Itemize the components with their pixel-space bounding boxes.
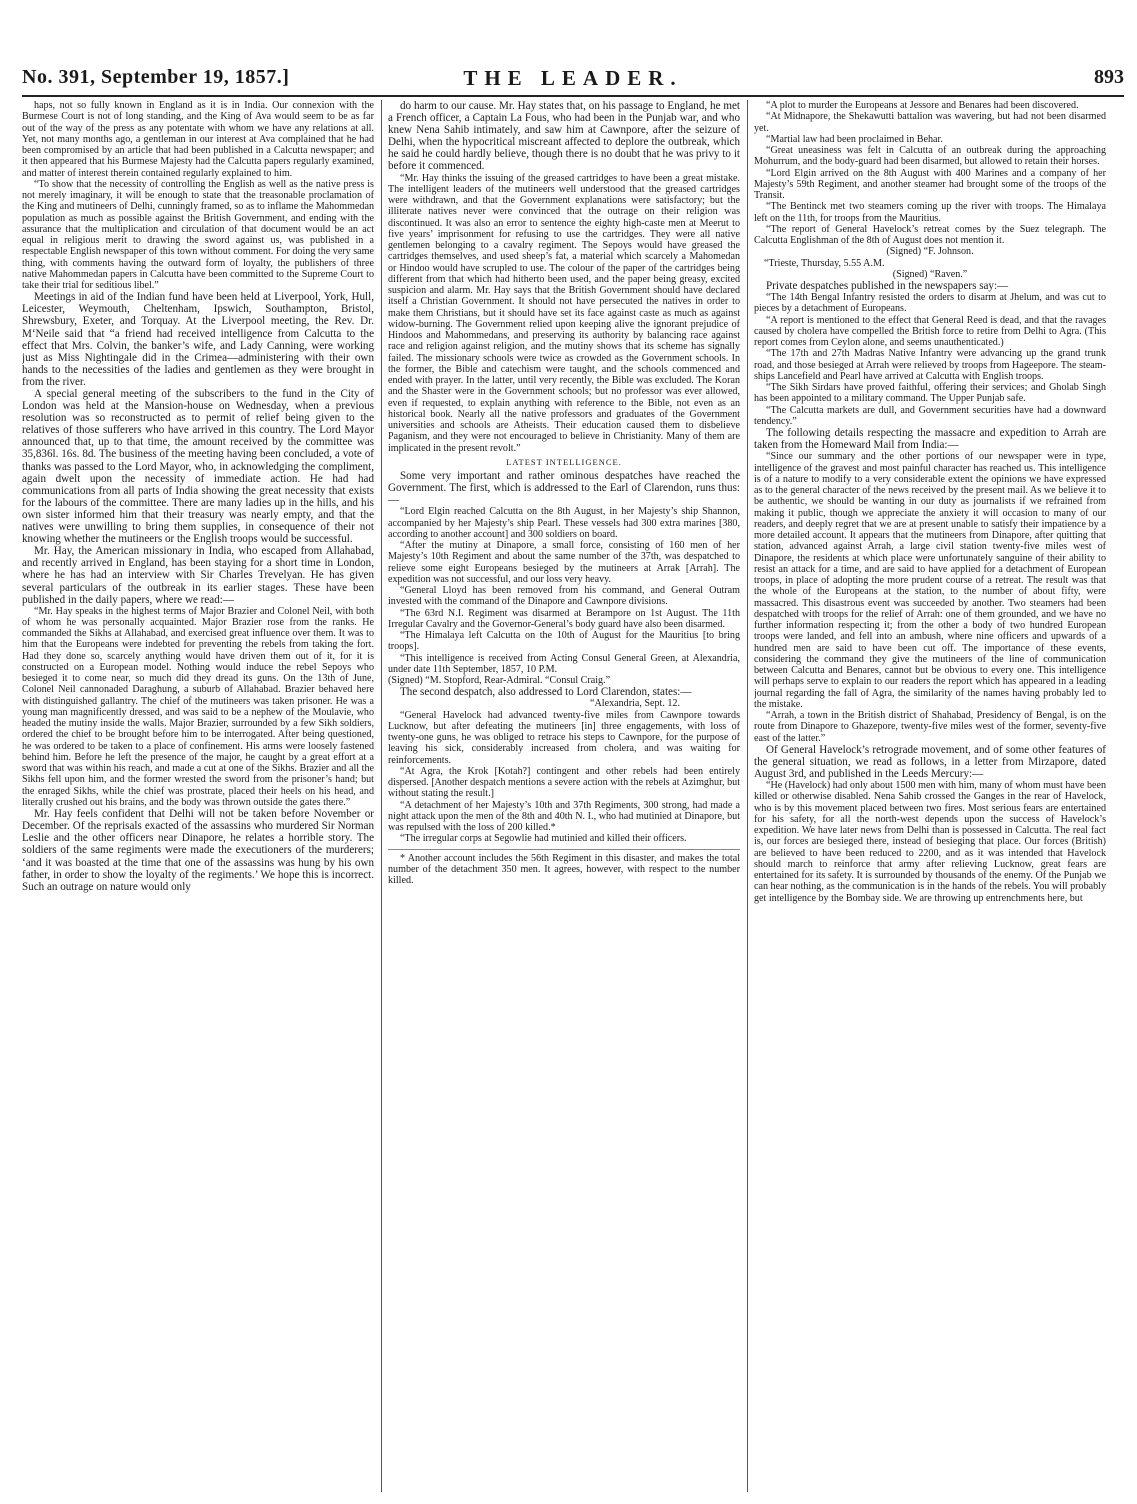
paragraph: “A report is mentioned to the effect that General Reed is dead, and that the ravages caused by cholera have compelled the British force to retire from Delhi to Agra. (This report comes from Ceylon alone, and seems unauthenticated.) xyxy=(754,314,1106,349)
dateline: “Alexandria, Sept. 12. xyxy=(590,698,680,710)
paragraph: Of General Havelock’s retrograde movement, and of some other features of the general situation, we read as follows, in a letter from Mirzapore, dated August 3rd, and published in the Leeds Mercury:— xyxy=(754,743,1106,780)
paragraph: “At Agra, the Krok [Kotah?] contingent and other rebels had been entirely dispersed. [Another despatch mentions a severe action with the rebels at Azimghur, but without stating the result.] xyxy=(388,765,740,800)
signature: (Signed) “F. Johnson. xyxy=(886,246,974,258)
paragraph: “A plot to murder the Europeans at Jessore and Benares had been discovered. xyxy=(766,100,1079,111)
column-1 xyxy=(22,100,374,1500)
paragraph: “The Himalaya left Calcutta on the 10th of August for the Mauritius [to bring troops]. xyxy=(388,630,740,653)
paragraph: Meetings in aid of the Indian fund have been held at Liverpool, York, Hull, Leicester, Weymouth, Cheltenham, Ipswich, Southampton, Bristol, Shrewsbury, Exeter, and Torquay. At the Liverpool meeting, the Rev. Dr. M‘Neile said that “a friend had received intelligence from Calcutta to the effect that Mrs. Colvin, the banker’s wife, and Lady Canning, were working just as Miss Nightingale did in the Crimea—administering with their own hands to the necessities of the ladies and gentlemen as they were brought in from the river. xyxy=(22,291,374,388)
newspaper-title: THE LEADER. xyxy=(463,66,683,90)
paragraph: “At Midnapore, the Shekawutti battalion was wavering, but had not been disarmed yet. xyxy=(754,111,1106,134)
paragraph: “Great uneasiness was felt in Calcutta of an outbreak during the approaching Mohurrum, and the body-guard had been disarmed, but allowed to retain their horses. xyxy=(754,145,1106,168)
column-2 xyxy=(388,100,740,1500)
paragraph: “The Bentinck met two steamers coming up the river with troops. The Himalaya left on the 11th, for troops from the Mauritius. xyxy=(754,201,1106,224)
paragraph: “Arrah, a town in the British district of Shahabad, Presidency of Bengal, is on the route from Dinapore to Ghazepore, twenty-five miles west of the former, seventy-five east of the latter.” xyxy=(754,710,1106,744)
paragraph: “General Havelock had advanced twenty-five miles from Cawnpore towards Lucknow, but after defeating the mutineers [in] three engagements, with loss of twenty-one guns, he was obliged to retrace his steps to Cawnpore, for the purpose of leaving his sick, considerably increased from cholera, and was waiting for reinforcements. xyxy=(388,709,740,766)
footnote: * Another account includes the 56th Regiment in this disaster, and makes the total number of the detachment 350 men. It agrees, however, with respect to the number killed. xyxy=(388,849,740,887)
paragraph: “The 14th Bengal Infantry resisted the orders to disarm at Jhelum, and was cut to pieces by a detachment of Europeans. xyxy=(754,292,1106,315)
paragraph: “Lord Elgin reached Calcutta on the 8th August, in her Majesty’s ship Shannon, accompanied by her Majesty’s ship Pearl. These vessels had 300 extra marines [380, according to another account] and 300 soldiers on board. xyxy=(388,506,740,540)
header-rule xyxy=(22,95,1124,97)
paragraph: “The Sikh Sirdars have proved faithful, offering their services; and Gholab Singh has been appointed to a military command. The Upper Punjab safe. xyxy=(754,382,1106,405)
paragraph: Mr. Hay, the American missionary in India, who escaped from Allahabad, and recently arrived in England, has been staying for a short time in London, where he has had an interview with Sir Charles Trevelyan. He has given several particulars of the outbreak in its earlier stages. These have been published in the daily papers, where we read:— xyxy=(22,545,374,606)
paragraph: “Mr. Hay thinks the issuing of the greased cartridges to have been a great mistake. The intelligent leaders of the mutineers well understood that the greased cartridges were withdrawn, and that the Government explanations were satisfactory; but the illiterate natives never were convinced that the outrage on their religion was discontinued. It was also an error to sentence the eighty high-caste men at Meerut to five years’ imprisonment for refusing to use the cartridges. They were all native gentlemen belonging to a cavalry regiment. The Sepoys would have greased the cartridges themselves, and used sheep’s fat, a material which scarcely a Mahomedan or Hindoo would have scrupled to use. The colour of the paper of the cartridges being different from that which had hitherto been used, and the paper being greasy, excited suspicion and alarm. Mr. Hay says that the British Government should have declared itself a Christian Government. It should not have persecuted the natives in order to make them Christians, but it should have set its face against caste as much as against widow-burning. The Government relied upon keeping alive the ignorant prejudice of Hindoos and Mahommedans, and preserving its authority by balancing race against race and religion against religion, and the mutiny shows that its scheme has signally failed. The missionary schools were twice as crowded as the Government schools. In the former, the Bible and catechism were taught, and the schools commenced and ended with prayer. In the latter, until very recently, the Bible was excluded. The Koran and the Shaster were in the Government schools; but no professor was ever allowed, even if requested, to explain anything with reference to the Bible, not even as an historical book. Nearly all the native professors and graduates of the Government universities and schools are Atheists. Their education caused them to disbelieve Paganism, and they were not encouraged to believe in Christianity. Many of them are implicated in the present revolt.” xyxy=(388,172,740,454)
paragraph: “To show that the necessity of controlling the English as well as the native press is not merely imaginary, it will be enough to state that the treasonable proclamation of the King and mutineers of Delhi, cunningly framed, so as to inflame the Mahommedan population as much as possible against the British Government, and ending with the assurance that the multiplication and circulation of that document would be an act equal in religious merit to drawing the sword against us, was published in a respectable English newspaper of this town without comment. For doing the very same thing, with comments having the outward form of loyalty, the publishers of three native Mahommedan papers in Calcutta have been committed to the Supreme Court to take their trial for seditious libel.” xyxy=(22,178,374,291)
paragraph: “After the mutiny at Dinapore, a small force, consisting of 160 men of her Majesty’s 10th Regiment and about the same number of the 37th, was despatched to relieve some eight Europeans besieged by the mutineers at Arrak [Arrah]. The expedition was not successful, and our loss very heavy. xyxy=(388,540,740,585)
paragraph: “The Calcutta markets are dull, and Government securities have had a downward tendency.” xyxy=(754,404,1106,427)
paragraph: Mr. Hay feels confident that Delhi will not be taken before November or December. Of the reprisals exacted of the assassins who murdered Sir Norman Leslie and the other officers near Dinapore, he relates a horrible story. The soldiers of the same regiments were made the executioners of the murderers; ‘and it was boasted at the time that one of the assassins was hung by his own father, in order to show the loyalty of the regiments.’ We hope this is incorrect. Such an outrage on nature would only xyxy=(22,808,374,893)
signature: (Signed) “Raven.” xyxy=(892,268,968,280)
paragraph: “The 17th and 27th Madras Native Infantry were advancing up the grand trunk road, and those besieged at Arrah were relieved by troops from Hageepore. The steam-ships Lancefield and Pearl have arrived at Calcutta with English troops. xyxy=(754,348,1106,382)
masthead xyxy=(22,64,1124,98)
paragraph: “This intelligence is received from Acting Consul General Green, at Alexandria, under date 11th September, 1857, 10 P.M. xyxy=(388,652,740,675)
paragraph: “Martial law had been proclaimed in Behar. xyxy=(766,133,943,145)
section-heading: LATEST INTELLIGENCE. xyxy=(506,456,622,467)
signature: (Signed) “M. Stopford, Rear-Admiral. “Consul Craig.” xyxy=(388,675,611,687)
column-divider xyxy=(747,100,748,1492)
issue-line: No. 391, September 19, 1857.] xyxy=(22,66,290,88)
paragraph: “General Lloyd has been removed from his command, and General Outram invested with the command of the Dinapore and Cawnpore divisions. xyxy=(388,585,740,608)
paragraph: A special general meeting of the subscribers to the fund in the City of London was held at the Mansion-house on Wednesday, when a previous resolution was so reconstructed as to permit of relief being given to the relatives of those sufferers who have arrived in this country. The Lord Mayor announced that, up to that time, the amount received by the committee was 35,836l. 16s. 8d. The business of the meeting having been concluded, a vote of thanks was passed to the Lord Mayor, who, in acknowledging the compliment, again dwelt upon the necessity of immediate action. He had had communications from all parts of India showing the great necessity that exists for the labours of the committee. There are many ladies up in the hills, and his own sister informed him that their treasury was nearly empty, and that the natives were unwilling to bring them supplies, in consequence of their not knowing whether the mutineers or the English troops would be successful. xyxy=(22,388,374,546)
paragraph: “Mr. Hay speaks in the highest terms of Major Brazier and Colonel Neil, with both of whom he was personally acquainted. Major Brazier rose from the ranks. He commanded the Sikhs at Allahabad, and exercised great influence over them. It was to him that the Europeans were indebted for preventing the rebels from taking the fort. Had they done so, scarcely anything would have driven them out of it, for it is constructed on a European model. Nothing would induce the rebel Sepoys who besieged it to come near, so much did they dread its guns. On the 13th of June, Colonel Neil cannonaded Daraghung, a suburb of Allahabad. Brazier behaved here with distinguished gallantry. The chief of the mutineers was taken prisoner. He was a young man magnificently dressed, and was said to be a nephew of the Moulavie, who headed the mutiny inside the walls. Major Brazier, surrounded by a few Sikh soldiers, ordered the chief to be brought before him to be interrogated. After being questioned, he was ordered to be taken to a place of confinement. His arms were loosely fastened behind him. Before he left the presence of the major, he caught by a great effort at a sword that was within his reach, and made a cut at one of the Sikhs. Brazier and all the Sikhs fell upon him, and the former wrested the sword from the prisoner’s hand; but the enraged Sikhs, while the chief was prostrate, placed their heels on his head, and literally crushed out his brains, and the body was thrown outside the gates there.” xyxy=(22,605,374,808)
paragraph: “A detachment of her Majesty’s 10th and 37th Regiments, 300 strong, had made a night attack upon the men of the 8th and 40th N. I., who had mutinied at Dinapore, but was repulsed with the loss of 200 killed.* xyxy=(388,799,740,834)
paragraph: Some very important and rather ominous despatches have reached the Government. The first, which is addressed to the Earl of Clarendon, runs thus:— xyxy=(388,470,740,507)
paragraph: “The 63rd N.I. Regiment was disarmed at Berampore on 1st August. The 11th Irregular Cavalry and the Governor-General’s body guard have also been disarmed. xyxy=(388,607,740,630)
paragraph: “The irregular corps at Segowlie had mutinied and killed their officers. xyxy=(400,833,687,845)
paragraph: “The report of General Havelock’s retreat comes by the Suez telegraph. The Calcutta Englishman of the 8th of August does not mention it. xyxy=(754,223,1106,246)
page-number: 893 xyxy=(1094,66,1124,88)
paragraph: haps, not so fully known in England as it is in India. Our connexion with the Burmese Court is not of long standing, and the King of Ava would seem to be as far out of the way of the press as any potentate with whom we have any relations at all. Yet, not many months ago, a gentleman in our interest at Ava complained that he had been compromised by an article that had been published in a Calcutta newspaper; and it then appeared that his Burmese Majesty had the Calcutta papers regularly examined, and matter of interest therein contained regularly explained to him. xyxy=(22,100,374,179)
column-3 xyxy=(754,100,1106,1500)
paragraph: “Lord Elgin arrived on the 8th August with 400 Marines and a company of her Majesty’s 59th Regiment, and another steamer had brought some of the troops of the Transit. xyxy=(754,167,1106,201)
paragraph: do harm to our cause. Mr. Hay states that, on his passage to England, he met a French officer, a Captain La Fous, who had been in the Punjab war, and who knew Nena Sahib intimately, and saw him at Cawnpore, after the seizure of Delhi, when the hypocritical miscreant affected to deplore the outbreak, which he said he could hardly believe, though there is no doubt that he was privy to it before it commenced. xyxy=(388,100,740,173)
paragraph: Private despatches published in the newspapers say:— xyxy=(766,280,1009,292)
column-divider xyxy=(381,100,382,1492)
dateline: “Trieste, Thursday, 5.55 A.M. xyxy=(764,257,885,269)
paragraph: “He (Havelock) had only about 1500 men with him, many of whom must have been killed or otherwise disabled. Nena Sahib crossed the Ganges in the rear of Havelock, who is by this movement placed between two fires. Most serious fears are entertained for his safety, for all the north-west depends upon the success of Havelock’s expedition. We have later news from Delhi than is possessed in Calcutta. The real fact is, our forces are besieged there, instead of besieging that place. Our forces (British) are believed to have been reduced to 2200, and as it was intended that Havelock should march to reinforce that army after relieving Lucknow, great fears are entertained for its safety. It is surrounded by thousands of the enemy. Of the Punjab we can hear nothing, as the communication is in the hands of the rebels. You will probably get intelligence by the Bombay side. We are throwing up entrenchments here, but xyxy=(754,780,1106,904)
paragraph: The second despatch, also addressed to Lord Clarendon, states:— xyxy=(400,686,692,699)
paragraph: The following details respecting the massacre and expedition to Arrah are taken from the Homeward Mail from India:— xyxy=(754,427,1106,452)
paragraph: “Since our summary and the other portions of our newspaper were in type, intelligence of the gravest and most painful character has reached us. This intelligence is of a nature to modify to a very considerable extent the opinions we have expressed as to the general character of the news received by the present mail. As we believe it to be authentic, we should be wanting in our duty as journalists if we refrained from making it public, though we appreciate the anxiety it will occasion to many of our readers, and deeply regret that we are at present unable to satisfy their impatience by a more detailed account. It appears that the mutineers from Dinapore, after quitting that station, advanced against Arrah, a large civil station twenty-five miles west of Dinapore, the residents at which place were unfortunately sanguine of their ability to resist an attack for a time, and are said to have applied for a detachment of European troops, in place of adopting the more prudent course of a retreat. The result was that the whole of the Europeans at the station, to the number of about fifty, were massacred. This disastrous event was succeeded by another. Two steamers had been despatched with troops for the relief of Arrah: one of them grounded, and we have no further information respecting it; from the other a body of two hundred European troops were landed, and fell into an ambush, where nine officers and upwards of a hundred men are said to have been cut off. The importance of these events, considering the command they give the mutineers of the line of communication between Calcutta and Benares, cannot but be obvious to every one. This intelligence will perhaps serve to explain to our readers the report which has appeared in a leading journal regarding the fall of Agra, the similarity of the names having probably led to the mistake. xyxy=(754,451,1106,710)
